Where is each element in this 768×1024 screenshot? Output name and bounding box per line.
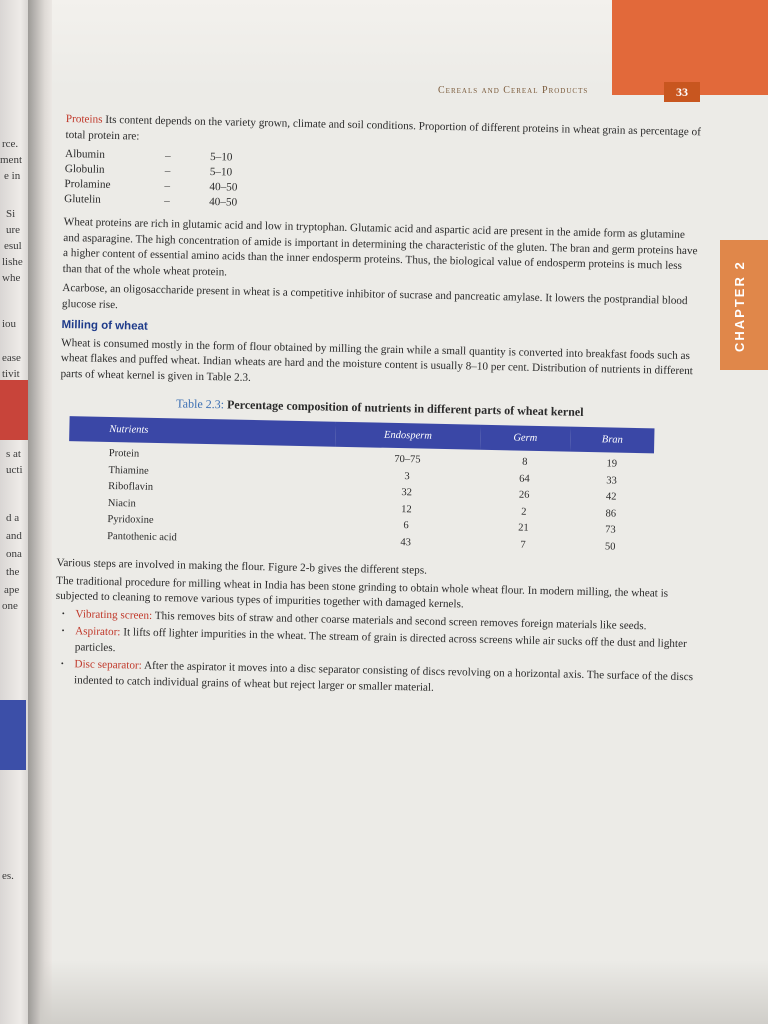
table-cell: 32 bbox=[401, 487, 413, 499]
table-cell: 43 bbox=[400, 536, 412, 548]
bullet-term: Vibrating screen: bbox=[75, 607, 153, 622]
table-cell: 26 bbox=[518, 489, 530, 501]
milling-paragraph: Wheat is consumed mostly in the form of flour obtained by milling the grain while a small quantity is converted into breakfast foods such as wheat flakes and puffed wheat. Indian wheats are hard and the moisture content is usually 8–10 per cent. Distribution of nutrients in different parts of wheat kernel is given in Table 2.3. bbox=[60, 336, 693, 384]
column-header-bran: Bran bbox=[570, 426, 654, 453]
table-label: Table 2.3: bbox=[176, 396, 225, 412]
left-fragment: iou bbox=[2, 318, 17, 330]
left-fragment: ure bbox=[6, 224, 21, 236]
left-fragment: ment bbox=[0, 154, 22, 166]
left-fragment: rce. bbox=[2, 138, 19, 150]
left-fragment: the bbox=[6, 566, 20, 578]
table-cell: Protein bbox=[108, 447, 140, 460]
left-page-blue-block bbox=[0, 700, 26, 770]
page-number: 33 bbox=[664, 82, 700, 102]
milling-steps bbox=[54, 556, 697, 701]
running-head: Cereals and Cereal Products bbox=[438, 85, 589, 96]
left-fragment: whe bbox=[2, 272, 21, 284]
bullet-text: This removes bits of straw and other coarse materials and second screen removes foreign materials like seeds. bbox=[154, 609, 647, 632]
bullet-term: Disc separator: bbox=[74, 658, 142, 672]
table-cell: Niacin bbox=[107, 497, 136, 510]
table-cell: 12 bbox=[401, 503, 412, 515]
left-fragment: ucti bbox=[6, 464, 23, 476]
protein-name: Albumin bbox=[64, 147, 106, 161]
table-cell: 19 bbox=[606, 458, 618, 470]
table-cell: Riboflavin bbox=[108, 480, 154, 493]
steps-paragraph-1: Various steps are involved in making the flour. Figure 2-b gives the different steps. bbox=[56, 556, 428, 577]
book-gutter bbox=[28, 0, 52, 1024]
left-fragment: e in bbox=[4, 170, 21, 182]
bullet-text: After the aspirator it moves into a disc separator consisting of discs revolving on a horizontal axis. The surface of the discs indented to catch individual grains of wheat but reject larger or smaller material. bbox=[73, 659, 694, 694]
table-cell: 2 bbox=[521, 506, 527, 518]
table-cell: 6 bbox=[403, 520, 409, 532]
table-cell: 21 bbox=[518, 522, 529, 534]
proteins-paragraph-2: Acarbose, an oligosaccharide present in wheat is a competitive inhibitor of sucrase and pancreatic amylase. It lowers the postprandial blood glucose rise. bbox=[61, 281, 688, 311]
left-fragment: ease bbox=[2, 352, 21, 364]
bullet-text: It lifts off lighter impurities in the wheat. The stream of grain is directed across screens while air sucks off the dust and lighter particles. bbox=[74, 626, 687, 654]
table-cell: 33 bbox=[606, 474, 617, 487]
column-header-germ: Germ bbox=[480, 424, 571, 451]
left-fragment: ona bbox=[6, 548, 22, 560]
protein-name: Globulin bbox=[64, 162, 105, 176]
protein-dash: – bbox=[164, 180, 171, 193]
left-fragment: d a bbox=[6, 512, 20, 524]
left-fragment: s at bbox=[6, 448, 21, 460]
protein-name: Glutelin bbox=[64, 192, 101, 206]
table-cell: 73 bbox=[605, 524, 616, 536]
protein-dash: – bbox=[164, 195, 170, 208]
protein-dash: – bbox=[164, 165, 171, 178]
left-page-red-block bbox=[0, 380, 30, 440]
column-header-nutrients: Nutrients bbox=[69, 416, 336, 447]
protein-value: 5–10 bbox=[209, 166, 233, 179]
page-bottom-shadow bbox=[40, 960, 768, 1024]
table-title: Percentage composition of nutrients in different parts of wheat kernel bbox=[226, 397, 584, 419]
left-fragment: one bbox=[2, 600, 18, 612]
table-cell: 50 bbox=[604, 540, 616, 553]
left-fragment: Si bbox=[6, 208, 16, 220]
protein-name: Prolamine bbox=[64, 177, 111, 191]
nutrients-table bbox=[67, 416, 655, 557]
page-body bbox=[54, 112, 706, 703]
protein-value: 5–10 bbox=[209, 151, 233, 164]
table-cell: 42 bbox=[605, 491, 617, 503]
table-cell: 86 bbox=[605, 507, 617, 520]
table-cell: 3 bbox=[404, 470, 410, 482]
protein-value: 40–50 bbox=[209, 196, 238, 209]
left-fragment: lishe bbox=[2, 256, 23, 268]
table-cell: Pantothenic acid bbox=[107, 530, 177, 543]
left-fragment: ape bbox=[4, 584, 20, 596]
proteins-intro-text: Its content depends on the variety grown, climate and soil conditions. Proportion of different proteins in wheat grain as percentage of total protein are: bbox=[65, 113, 701, 143]
protein-list bbox=[64, 147, 705, 220]
left-fragment: esul bbox=[4, 240, 22, 252]
protein-dash: – bbox=[164, 150, 171, 163]
table-cell: 7 bbox=[520, 539, 526, 551]
table-cell: 64 bbox=[519, 473, 530, 485]
table-cell: 8 bbox=[522, 456, 528, 468]
table-cell: Pyridoxine bbox=[107, 513, 154, 526]
milling-heading: Milling of wheat bbox=[61, 318, 148, 333]
proteins-term: Proteins bbox=[65, 112, 103, 126]
left-fragment: and bbox=[6, 530, 22, 542]
column-header-endosperm: Endosperm bbox=[335, 421, 480, 450]
table-cell: Thiamine bbox=[108, 464, 149, 477]
table-cell: 70–75 bbox=[394, 453, 421, 466]
left-fragment: tivit bbox=[2, 368, 20, 380]
left-fragment: es. bbox=[2, 870, 14, 882]
chapter-tab-label: CHAPTER 2 bbox=[732, 260, 747, 352]
steps-paragraph-2: The traditional procedure for milling wheat in India has been stone grinding to obtain whole wheat flour. In modern milling, the wheat is subjected to cleaning to remove various types of impurities together with damaged kernels. bbox=[55, 574, 669, 611]
protein-value: 40–50 bbox=[209, 181, 238, 194]
orange-corner-block bbox=[612, 0, 768, 95]
bullet-term: Aspirator: bbox=[75, 625, 121, 639]
proteins-paragraph-1: Wheat proteins are rich in glutamic acid and low in tryptophan. Glutamic acid and aspartic acid are present in the amide form as glutamine and asparagine. The high concentration of amide is important in determining the characteristic of the gluten. The bran and germ proteins have a higher content of essential amino acids than the inner endosperm proteins. Thus, the biological value of endosperm proteins is much less than that of the whole wheat protein. bbox=[62, 215, 698, 278]
